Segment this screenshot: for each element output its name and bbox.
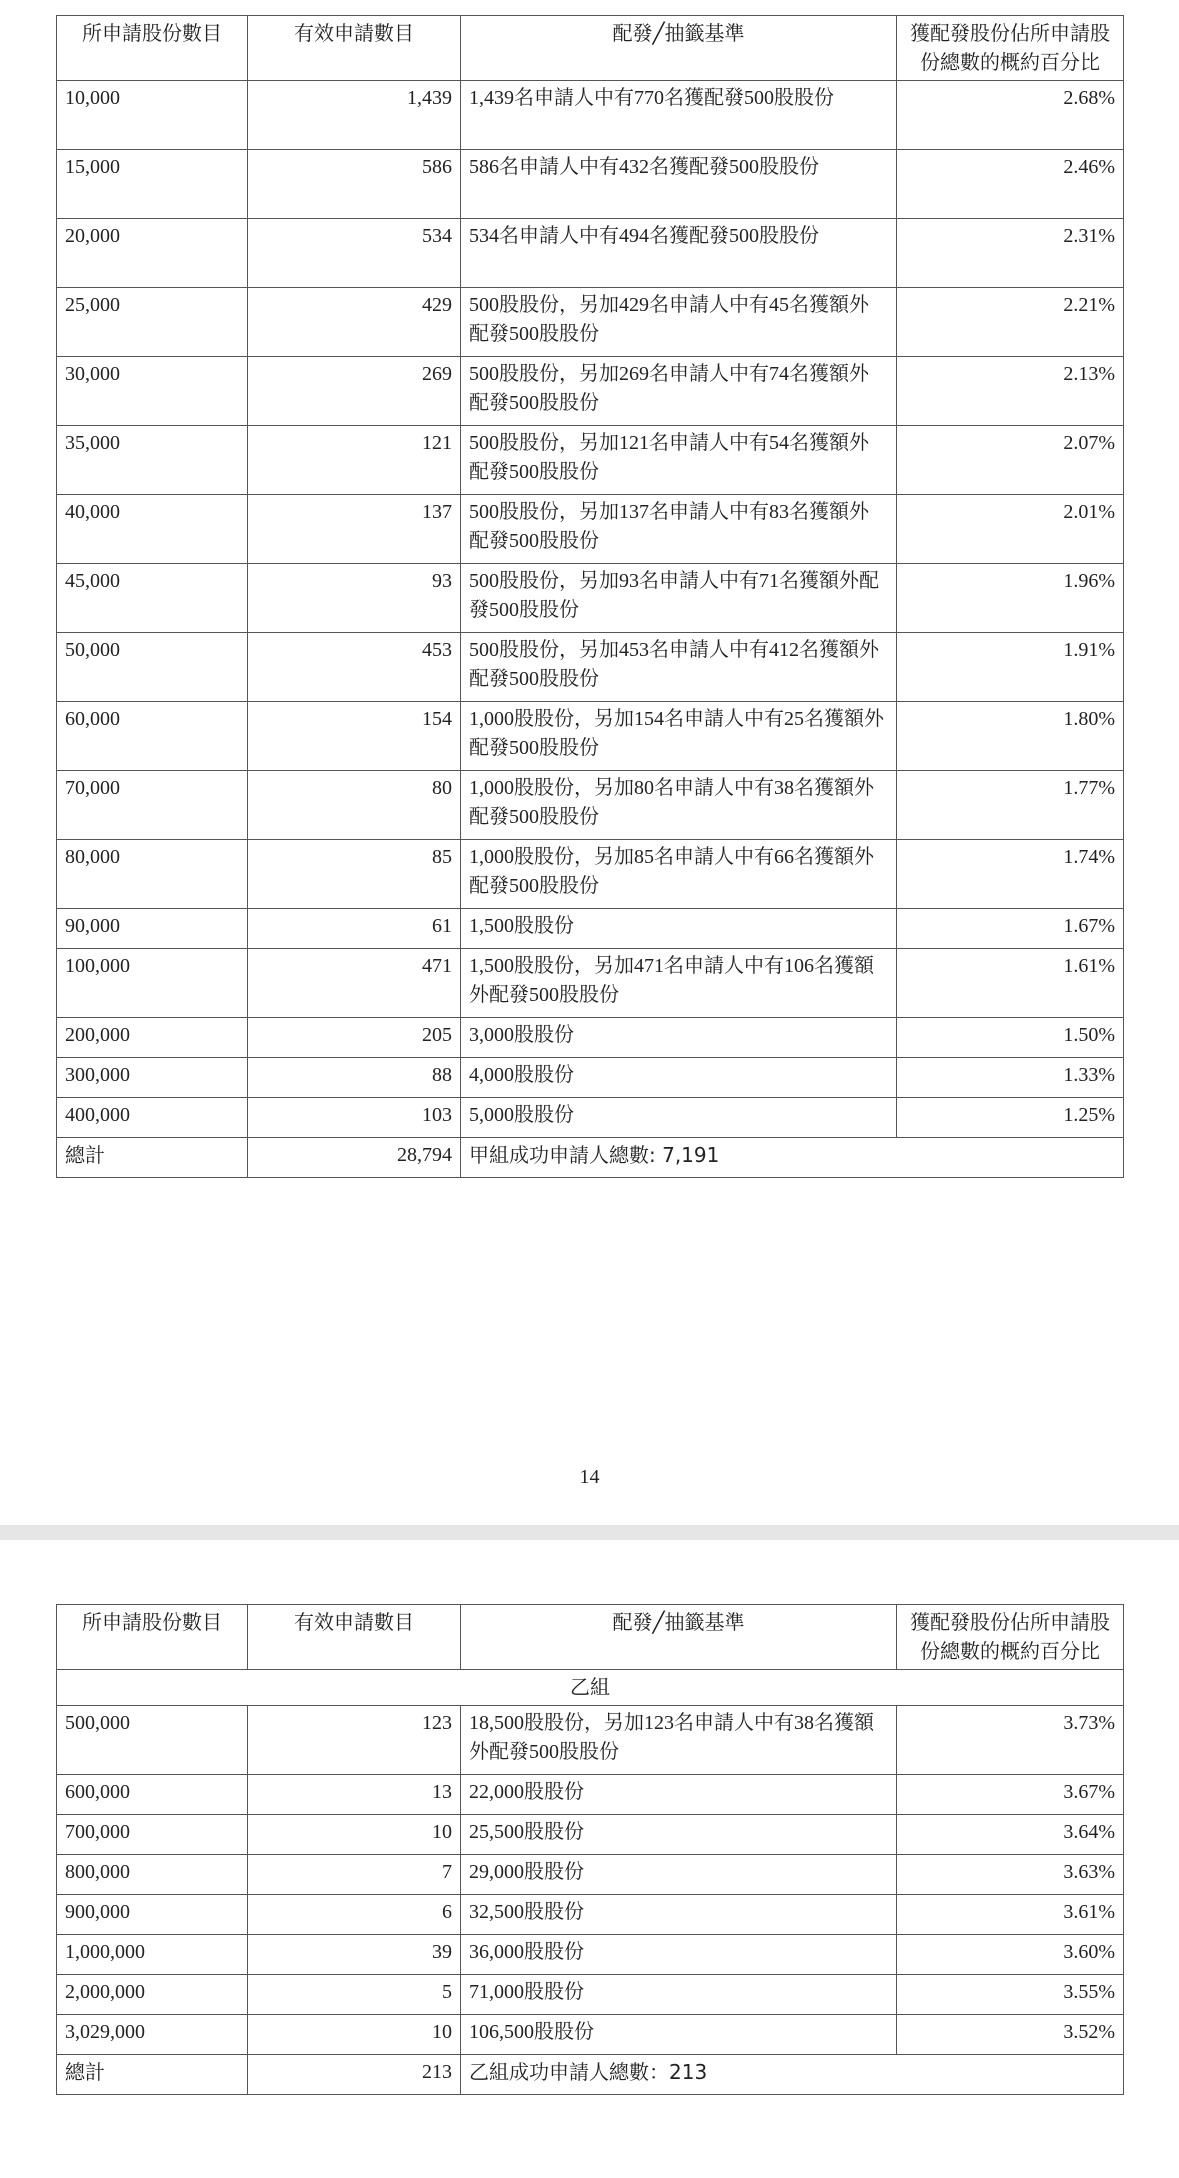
cell-shares-applied: 200,000 [57, 1018, 248, 1058]
total-label: 總計 [57, 2055, 248, 2095]
cell-approx-percentage: 3.55% [897, 1975, 1124, 2015]
cell-valid-applications: 1,439 [248, 81, 461, 150]
group-label: 乙組 [57, 1670, 1124, 1706]
cell-shares-applied: 80,000 [57, 840, 248, 909]
cell-approx-percentage: 3.52% [897, 2015, 1124, 2055]
header-shares-applied: 所申請股份數目 [57, 1605, 248, 1670]
cell-shares-applied: 600,000 [57, 1775, 248, 1815]
total-label: 總計 [57, 1138, 248, 1178]
cell-shares-applied: 900,000 [57, 1895, 248, 1935]
cell-valid-applications: 61 [248, 909, 461, 949]
cell-valid-applications: 39 [248, 1935, 461, 1975]
table-row [57, 909, 1124, 949]
cell-shares-applied: 800,000 [57, 1855, 248, 1895]
cell-approx-percentage: 1.61% [897, 949, 1124, 1018]
cell-approx-percentage: 2.68% [897, 81, 1124, 150]
cell-valid-applications: 5 [248, 1975, 461, 2015]
header-shares-applied: 所申請股份數目 [57, 16, 248, 81]
cell-basis-of-allotment: 3,000股股份 [461, 1018, 897, 1058]
cell-basis-of-allotment: 500股股份，另加429名申請人中有45名獲額外配發500股股份 [461, 288, 897, 357]
cell-shares-applied: 60,000 [57, 702, 248, 771]
allocation-table-group-a [56, 15, 1124, 1178]
cell-valid-applications: 137 [248, 495, 461, 564]
cell-valid-applications: 586 [248, 150, 461, 219]
cell-shares-applied: 400,000 [57, 1098, 248, 1138]
cell-basis-of-allotment: 29,000股股份 [461, 1855, 897, 1895]
cell-approx-percentage: 1.50% [897, 1018, 1124, 1058]
cell-basis-of-allotment: 32,500股股份 [461, 1895, 897, 1935]
table-row [57, 81, 1124, 150]
cell-valid-applications: 453 [248, 633, 461, 702]
cell-approx-percentage: 1.80% [897, 702, 1124, 771]
cell-valid-applications: 154 [248, 702, 461, 771]
table-row [57, 633, 1124, 702]
cell-shares-applied: 300,000 [57, 1058, 248, 1098]
table-row [57, 426, 1124, 495]
cell-approx-percentage: 1.67% [897, 909, 1124, 949]
cell-valid-applications: 471 [248, 949, 461, 1018]
cell-approx-percentage: 1.33% [897, 1058, 1124, 1098]
table-row [57, 1815, 1124, 1855]
cell-approx-percentage: 2.31% [897, 219, 1124, 288]
cell-valid-applications: 205 [248, 1018, 461, 1058]
cell-valid-applications: 6 [248, 1895, 461, 1935]
table-row [57, 949, 1124, 1018]
header-approx-percentage: 獲配發股份佔所申請股份總數的概約百分比 [897, 16, 1124, 81]
table-row [57, 150, 1124, 219]
cell-basis-of-allotment: 500股股份，另加453名申請人中有412名獲額外配發500股股份 [461, 633, 897, 702]
cell-shares-applied: 35,000 [57, 426, 248, 495]
cell-basis-of-allotment: 1,000股股份，另加80名申請人中有38名獲額外配發500股股份 [461, 771, 897, 840]
total-successful-applicants: 甲組成功申請人總數: 7,191 [461, 1138, 1124, 1178]
cell-valid-applications: 123 [248, 1706, 461, 1775]
cell-basis-of-allotment: 500股股份，另加269名申請人中有74名獲額外配發500股股份 [461, 357, 897, 426]
header-valid-applications: 有效申請數目 [248, 1605, 461, 1670]
table-row [57, 771, 1124, 840]
cell-approx-percentage: 2.21% [897, 288, 1124, 357]
cell-shares-applied: 3,029,000 [57, 2015, 248, 2055]
cell-shares-applied: 10,000 [57, 81, 248, 150]
table-row [57, 1706, 1124, 1775]
total-valid-applications: 28,794 [248, 1138, 461, 1178]
cell-shares-applied: 100,000 [57, 949, 248, 1018]
cell-basis-of-allotment: 36,000股股份 [461, 1935, 897, 1975]
total-row [57, 2055, 1124, 2095]
cell-approx-percentage: 2.01% [897, 495, 1124, 564]
table-row [57, 1058, 1124, 1098]
cell-basis-of-allotment: 1,439名申請人中有770名獲配發500股股份 [461, 81, 897, 150]
cell-basis-of-allotment: 1,500股股份，另加471名申請人中有106名獲額外配發500股股份 [461, 949, 897, 1018]
cell-approx-percentage: 3.61% [897, 1895, 1124, 1935]
cell-basis-of-allotment: 106,500股股份 [461, 2015, 897, 2055]
cell-basis-of-allotment: 25,500股股份 [461, 1815, 897, 1855]
cell-approx-percentage: 2.13% [897, 357, 1124, 426]
cell-valid-applications: 80 [248, 771, 461, 840]
cell-basis-of-allotment: 22,000股股份 [461, 1775, 897, 1815]
allocation-table-group-b [56, 1604, 1124, 2095]
cell-basis-of-allotment: 1,500股股份 [461, 909, 897, 949]
table-row [57, 1775, 1124, 1815]
cell-approx-percentage: 3.64% [897, 1815, 1124, 1855]
table-row [57, 2015, 1124, 2055]
cell-approx-percentage: 3.67% [897, 1775, 1124, 1815]
cell-shares-applied: 500,000 [57, 1706, 248, 1775]
cell-valid-applications: 85 [248, 840, 461, 909]
table-row [57, 1895, 1124, 1935]
table-row [57, 357, 1124, 426]
cell-shares-applied: 20,000 [57, 219, 248, 288]
cell-shares-applied: 700,000 [57, 1815, 248, 1855]
total-successful-applicants: 乙組成功申請人總數：213 [461, 2055, 1124, 2095]
cell-valid-applications: 121 [248, 426, 461, 495]
cell-basis-of-allotment: 534名申請人中有494名獲配發500股股份 [461, 219, 897, 288]
cell-approx-percentage: 3.63% [897, 1855, 1124, 1895]
total-valid-applications: 213 [248, 2055, 461, 2095]
cell-basis-of-allotment: 1,000股股份，另加85名申請人中有66名獲額外配發500股股份 [461, 840, 897, 909]
table-row [57, 840, 1124, 909]
cell-shares-applied: 45,000 [57, 564, 248, 633]
cell-shares-applied: 15,000 [57, 150, 248, 219]
cell-approx-percentage: 1.74% [897, 840, 1124, 909]
cell-approx-percentage: 3.60% [897, 1935, 1124, 1975]
cell-shares-applied: 1,000,000 [57, 1935, 248, 1975]
cell-valid-applications: 88 [248, 1058, 461, 1098]
cell-basis-of-allotment: 5,000股股份 [461, 1098, 897, 1138]
header-valid-applications: 有效申請數目 [248, 16, 461, 81]
table-row [57, 495, 1124, 564]
header-basis-of-allotment: 配發╱抽籤基準 [461, 1605, 897, 1670]
table-row [57, 219, 1124, 288]
table-row [57, 288, 1124, 357]
cell-approx-percentage: 1.91% [897, 633, 1124, 702]
cell-valid-applications: 534 [248, 219, 461, 288]
page-number: 14 [579, 1466, 600, 1488]
cell-basis-of-allotment: 1,000股股份，另加154名申請人中有25名獲額外配發500股股份 [461, 702, 897, 771]
table-row [57, 1018, 1124, 1058]
cell-shares-applied: 2,000,000 [57, 1975, 248, 2015]
cell-approx-percentage: 1.25% [897, 1098, 1124, 1138]
table-row [57, 702, 1124, 771]
cell-basis-of-allotment: 4,000股股份 [461, 1058, 897, 1098]
cell-basis-of-allotment: 500股股份，另加137名申請人中有83名獲額外配發500股股份 [461, 495, 897, 564]
table-row [57, 1098, 1124, 1138]
cell-valid-applications: 269 [248, 357, 461, 426]
table-row [57, 1855, 1124, 1895]
cell-shares-applied: 40,000 [57, 495, 248, 564]
group-row [57, 1670, 1124, 1706]
cell-approx-percentage: 1.96% [897, 564, 1124, 633]
cell-shares-applied: 50,000 [57, 633, 248, 702]
total-row [57, 1138, 1124, 1178]
table-row [57, 1975, 1124, 2015]
cell-valid-applications: 10 [248, 2015, 461, 2055]
cell-approx-percentage: 1.77% [897, 771, 1124, 840]
cell-valid-applications: 10 [248, 1815, 461, 1855]
cell-shares-applied: 30,000 [57, 357, 248, 426]
cell-approx-percentage: 3.73% [897, 1706, 1124, 1775]
cell-approx-percentage: 2.46% [897, 150, 1124, 219]
cell-valid-applications: 429 [248, 288, 461, 357]
table-header-row [57, 1605, 1124, 1670]
cell-basis-of-allotment: 500股股份，另加121名申請人中有54名獲額外配發500股股份 [461, 426, 897, 495]
cell-shares-applied: 90,000 [57, 909, 248, 949]
document-page-2 [0, 1540, 1179, 2178]
cell-shares-applied: 70,000 [57, 771, 248, 840]
cell-valid-applications: 7 [248, 1855, 461, 1895]
cell-basis-of-allotment: 71,000股股份 [461, 1975, 897, 2015]
cell-valid-applications: 103 [248, 1098, 461, 1138]
cell-approx-percentage: 2.07% [897, 426, 1124, 495]
table-row [57, 1935, 1124, 1975]
header-approx-percentage: 獲配發股份佔所申請股份總數的概約百分比 [897, 1605, 1124, 1670]
cell-shares-applied: 25,000 [57, 288, 248, 357]
cell-basis-of-allotment: 586名申請人中有432名獲配發500股股份 [461, 150, 897, 219]
cell-valid-applications: 93 [248, 564, 461, 633]
table-header-row [57, 16, 1124, 81]
header-basis-of-allotment: 配發╱抽籤基準 [461, 16, 897, 81]
cell-basis-of-allotment: 500股股份，另加93名申請人中有71名獲額外配發500股股份 [461, 564, 897, 633]
cell-basis-of-allotment: 18,500股股份，另加123名申請人中有38名獲額外配發500股股份 [461, 1706, 897, 1775]
table-row [57, 564, 1124, 633]
cell-valid-applications: 13 [248, 1775, 461, 1815]
